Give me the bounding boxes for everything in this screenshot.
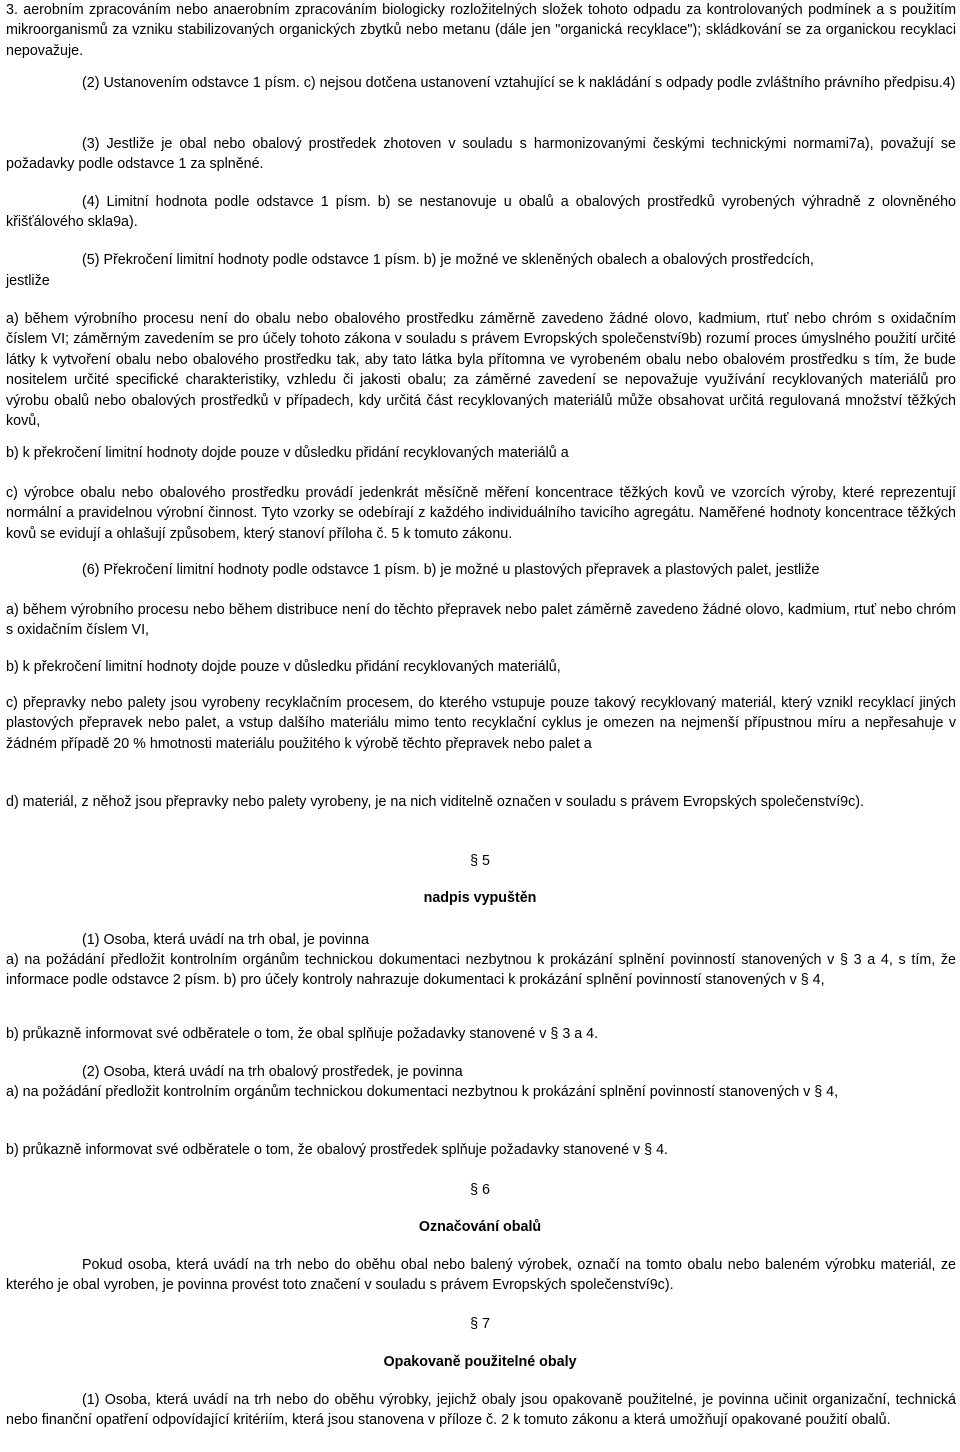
section-6-title: Označování obalů bbox=[418, 1219, 542, 1235]
item-3-paragraph: 3. aerobním zpracováním nebo anaerobním zpracováním biologicky rozložitelných složek tohoto odpadu za kontrolovaných podmínek a s použitím mikroorganismů za vzniku stabilizovaných organických zbytků nebo metanu (dále jen "organická recyklace"); skládkování se za organickou recyklaci nepovažuje. bbox=[6, 2, 956, 59]
paragraph-2: (2) Ustanovením odstavce 1 písm. c) nejsou dotčena ustanovení vztahující se k nakládání s odpady podle zvláštního právního předpisu.4) bbox=[82, 75, 956, 91]
section-5-para-1-item-a: a) na požádání předložit kontrolním orgánům technickou dokumentaci nezbytnou k prokázání splnění povinností stanovených v § 3 a 4, s tím, že informace podle odstavce 2 písm. b) pro účely kontroly nahrazuje dokumentaci k prokázání splnění povinností stanovených v § 4, bbox=[6, 952, 956, 989]
section-5-para-2-item-b: b) průkazně informovat své odběratele o tom, že obalový prostředek splňuje požadavky stanovené v § 4. bbox=[6, 1142, 669, 1158]
paragraph-6-item-c: c) přepravky nebo palety jsou vyrobeny recyklačním procesem, do kterého vstupuje pouze takový recyklovaný materiál, který vznikl recyklací jiných plastových přepravek nebo palet, a vstup dalšího materiálu mimo tento recyklační cyklus je omezen na nejmenší přípustnou míru a nepřesahuje v žádném případě 20 % hmotnosti materiálu použitého k výrobě těchto přepravek nebo palet a bbox=[6, 695, 956, 752]
section-5-para-2-item-a: a) na požádání předložit kontrolním orgánům technickou dokumentaci nezbytnou k prokázání splnění povinností stanovených v § 4, bbox=[6, 1084, 839, 1100]
paragraph-5-jestlize: jestliže bbox=[6, 273, 50, 289]
section-7-title: Opakovaně použitelné obaly bbox=[383, 1354, 577, 1370]
section-5-para-2-heading: (2) Osoba, která uvádí na trh obalový prostředek, je povinna bbox=[82, 1064, 463, 1080]
paragraph-6-item-d: d) materiál, z něhož jsou přepravky nebo palety vyrobeny, je na nich viditelně označen v souladu s právem Evropských společenství9c). bbox=[6, 794, 864, 810]
section-7-para-1: (1) Osoba, která uvádí na trh nebo do oběhu výrobky, jejichž obaly jsou opakovaně použitelné, je povinna učinit organizační, technická nebo finanční opatření odpovídající kritériím, která jsou stanovena v příloze č. 2 k tomuto zákonu a která umožňují opakované použití obalů. bbox=[6, 1392, 956, 1429]
paragraph-4: (4) Limitní hodnota podle odstavce 1 písm. b) se nestanovuje u obalů a obalových prostředků vyrobených výhradně z olovněného křišťálového skla9a). bbox=[6, 194, 956, 231]
section-5-para-1-heading: (1) Osoba, která uvádí na trh obal, je povinna bbox=[82, 932, 369, 948]
paragraph-5-item-b: b) k překročení limitní hodnoty dojde pouze v důsledku přidání recyklovaných materiálů a bbox=[6, 445, 569, 461]
paragraph-5-item-c: c) výrobce obalu nebo obalového prostředku provádí jedenkrát měsíčně měření koncentrace těžkých kovů ve vzorcích výroby, které reprezentují normální a pravidelnou výrobní činnost. Tyto vzorky se odebírají z každého individuálního tavicího agregátu. Naměřené hodnoty koncentrace těžkých kovů se evidují a ohlašují způsobem, který stanoví příloha č. 5 k tomuto zákonu. bbox=[6, 485, 956, 542]
paragraph-3: (3) Jestliže je obal nebo obalový prostředek zhotoven v souladu s harmonizovanými českými technickými normami7a), považují se požadavky podle odstavce 1 za splněné. bbox=[6, 136, 956, 173]
section-5-sign: § 5 bbox=[470, 853, 490, 869]
paragraph-6-heading: (6) Překročení limitní hodnoty podle odstavce 1 písm. b) je možné u plastových přepravek a plastových palet, jestliže bbox=[82, 562, 820, 578]
section-5-para-1-item-b: b) průkazně informovat své odběratele o tom, že obal splňuje požadavky stanovené v § 3 a 4. bbox=[6, 1026, 599, 1042]
section-6-sign: § 6 bbox=[470, 1182, 490, 1198]
section-7-sign: § 7 bbox=[470, 1316, 490, 1332]
paragraph-5-item-a: a) během výrobního procesu není do obalu nebo obalového prostředku záměrně zavedeno žádné olovo, kadmium, rtuť nebo chróm s oxidačním číslem VI; záměrným zavedením se pro účely tohoto zákona v souladu s právem Evropských společenství9b) rozumí proces úmyslného použití určité látky k vytvoření obalu nebo obalového prostředku tak, aby tato látka byla přítomna ve vyrobeném obalu nebo obalovém prostředku s tím, že bude nositelem určité specifické charakteristiky, vzhledu či jakosti obalu; za záměrné zavedení se nepovažuje využívání recyklovaných materiálů pro výrobu obalů nebo obalových prostředků v případech, kdy určitá část recyklovaných materiálů může obsahovat určitá regulovaná množství těžkých kovů, bbox=[6, 311, 956, 430]
paragraph-6-item-b: b) k překročení limitní hodnoty dojde pouze v důsledku přidání recyklovaných materiálů, bbox=[6, 659, 561, 675]
paragraph-6-item-a: a) během výrobního procesu nebo během distribuce není do těchto přepravek nebo palet záměrně zavedeno žádné olovo, kadmium, rtuť nebo chróm s oxidačním číslem VI, bbox=[6, 602, 956, 639]
section-6-paragraph: Pokud osoba, která uvádí na trh nebo do oběhu obal nebo balený výrobek, označí na tomto obalu nebo baleném výrobku materiál, ze kterého je obal vyroben, je povinna provést toto značení v souladu s právem Evropských společenství9c). bbox=[6, 1257, 956, 1294]
paragraph-5-heading: (5) Překročení limitní hodnoty podle odstavce 1 písm. b) je možné ve skleněných obalech a obalových prostředcích, bbox=[82, 252, 814, 268]
section-5-title: nadpis vypuštěn bbox=[423, 890, 537, 906]
